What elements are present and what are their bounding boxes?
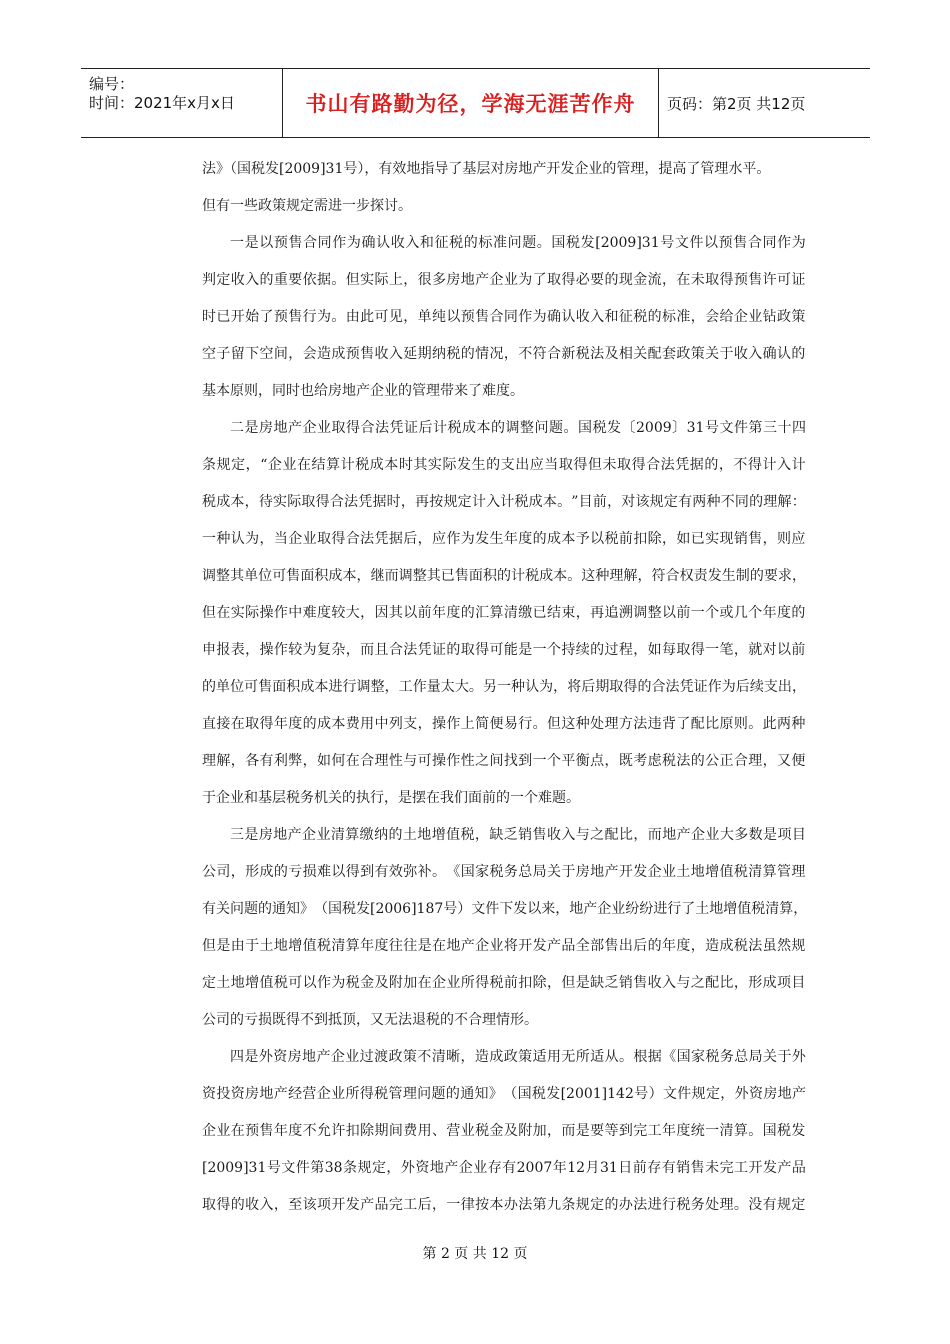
body-line: 于企业和基层税务机关的执行，是摆在我们面前的一个难题。 xyxy=(202,790,580,806)
page-footer: 第 2 页 共 12 页 xyxy=(422,1246,528,1262)
body-line: 一 种 认 为 ， 当 企 业 取 得 合 法 凭 据 后 ， 应 作 为 发 生 年 度 的 成 本 予 以 税 前 扣 除 ， 如 已 实 现 销 售 ， 则 应 xyxy=(202,531,806,547)
document-body xyxy=(202,151,806,1224)
body-line: 基本原则，同时也给房地产企业的管理带来了难度。 xyxy=(202,383,524,399)
body-line: 判 定 收 入 的 重 要 依 据 。 但 实 际 上 ， 很 多 房 地 产 企 业 为 了 取 得 必 要 的 现 金 流 ， 在 未 取 得 预 售 许 可 证 xyxy=(202,272,806,288)
body-line: 空 子 留 下 空 间 ， 会 造 成 预 售 收 入 延 期 纳 税 的 情 况 ， 不 符 合 新 税 法 及 相 关 配 套 政 策 关 于 收 入 确 认 的 xyxy=(202,346,806,362)
body-line: 公 司 ， 形 成 的 亏 损 难 以 得 到 有 效 弥 补 。 《 国 家 税 务 总 局 关 于 房 地 产 开 发 企 业 土 地 增 值 税 清 算 管 理 xyxy=(202,864,806,880)
body-line: 直 接 在 取 得 年 度 的 成 本 费 用 中 列 支 ， 操 作 上 简 便 易 行 。 但 这 种 处 理 方 法 违 背 了 配 比 原 则 。 此 两 种 xyxy=(202,716,806,732)
body-line: 企 业 在 预 售 年 度 不 允 许 扣 除 期 间 费 用 、 营 业 税 金 及 附 加 ， 而 是 要 等 到 完 工 年 度 统 一 清 算 。 国 税 发 xyxy=(202,1123,806,1139)
body-line: 四 是 外 资 房 地 产 企 业 过 渡 政 策 不 清 晰 ， 造 成 政 策 适 用 无 所 适 从 。 根 据 《 国 家 税 务 总 局 关 于 外 xyxy=(230,1049,806,1065)
body-line: 税 成 本 ， 待 实 际 取 得 合 法 凭 据 时 ， 再 按 规 定 计 入 计 税 成 本 。 ” 目 前 ， 对 该 规 定 有 两 种 不 同 的 理 解 ： xyxy=(202,494,806,510)
body-line: 定 土 地 增 值 税 可 以 作 为 税 金 及 附 加 在 企 业 所 得 税 前 扣 除 ， 但 是 缺 乏 销 售 收 入 与 之 配 比 ， 形 成 项 目 xyxy=(202,975,806,991)
body-line: 但有一些政策规定需进一步探讨。 xyxy=(202,198,412,214)
body-line: 一 是 以 预 售 合 同 作 为 确 认 收 入 和 征 税 的 标 准 问 题 。 国 税 发 [2009]31 号 文 件 以 预 售 合 同 作 为 xyxy=(230,235,806,251)
header-motto-cell xyxy=(283,69,659,137)
body-line: 条 规 定 ， “ 企 业 在 结 算 计 税 成 本 时 其 实 际 发 生 的 支 出 应 当 取 得 但 未 取 得 合 法 凭 据 的 ， 不 得 计 入 计 xyxy=(202,457,806,473)
body-line: 时 已 开 始 了 预 售 行 为 。 由 此 可 见 ， 单 纯 以 预 售 合 同 作 为 确 认 收 入 和 征 税 的 标 准 ， 会 给 企 业 钻 政 策 xyxy=(202,309,806,325)
header-page-info: 页码：第2页 共12页 xyxy=(667,94,806,113)
header-motto: 书山有路勤为径，学海无涯苦作舟 xyxy=(305,92,636,116)
page-header xyxy=(81,68,870,138)
body-line: 调 整 其 单 位 可 售 面 积 成 本 ， 继 而 调 整 其 已 售 面 积 的 计 税 成 本 。 这 种 理 解 ， 符 合 权 责 发 生 制 的 要 求 ， xyxy=(202,568,806,584)
body-line: 有 关 问 题 的 通 知 》 （ 国 税 发 [2006]187 号 ） 文 件 下 发 以 来 ， 地 产 企 业 纷 纷 进 行 了 土 地 增 值 税 清 算 ， xyxy=(202,901,808,917)
body-line: 的 单 位 可 售 面 积 成 本 进 行 调 整 ， 工 作 量 太 大 。 另 一 种 认 为 ， 将 后 期 取 得 的 合 法 凭 证 作 为 后 续 支 出 ， xyxy=(202,679,806,695)
document-date-label: 时间：2021年x月x日 xyxy=(89,94,235,112)
document-number-label: 编号： xyxy=(89,75,135,93)
header-page-cell xyxy=(659,69,870,137)
body-line: [2009]31 号 文 件 第 38 条 规 定 ， 外 资 地 产 企 业 存 有 2007 年 12 月 31 日 前 存 有 销 售 未 完 工 开 发 产 品 xyxy=(202,1160,806,1176)
body-line: 理 解 ， 各 有 利 弊 ， 如 何 在 合 理 性 与 可 操 作 性 之 间 找 到 一 个 平 衡 点 ， 既 考 虑 税 法 的 公 正 合 理 ， 又 便 xyxy=(202,753,806,769)
body-line: 申 报 表 ， 操 作 较 为 复 杂 ， 而 且 合 法 凭 证 的 取 得 可 能 是 一 个 持 续 的 过 程 ， 如 每 取 得 一 笔 ， 就 对 以 前 xyxy=(202,642,806,658)
body-line: 但 是 由 于 土 地 增 值 税 清 算 年 度 往 往 是 在 地 产 企 业 将 开 发 产 品 全 部 售 出 后 的 年 度 ， 造 成 税 法 虽 然 规 xyxy=(202,938,806,954)
body-line: 三 是 房 地 产 企 业 清 算 缴 纳 的 土 地 增 值 税 ， 缺 乏 销 售 收 入 与 之 配 比 ， 而 地 产 企 业 大 多 数 是 项 目 xyxy=(230,827,806,843)
body-line: 法》（国税发[2009]31号），有效地指导了基层对房地产开发企业的管理，提高了管理水平。 xyxy=(202,161,771,177)
body-line: 资 投 资 房 地 产 经 营 企 业 所 得 税 管 理 问 题 的 通 知 》 （ 国 税 发 [2001]142 号 ） 文 件 规 定 ， 外 资 房 地 产 xyxy=(202,1086,806,1102)
header-meta-cell xyxy=(81,69,283,137)
body-line: 取 得 的 收 入 ， 至 该 项 开 发 产 品 完 工 后 ， 一 律 按 本 办 法 第 九 条 规 定 的 办 法 进 行 税 务 处 理 。 没 有 规 定 xyxy=(202,1197,806,1213)
body-line: 但 在 实 际 操 作 中 难 度 较 大 ， 因 其 以 前 年 度 的 汇 算 清 缴 已 结 束 ， 再 追 溯 调 整 以 前 一 个 或 几 个 年 度 的 xyxy=(202,605,806,621)
body-line: 二 是 房 地 产 企 业 取 得 合 法 凭 证 后 计 税 成 本 的 调 整 问 题 。 国 税 发 〔 2009 〕 31 号 文 件 第 三 十 四 xyxy=(230,420,806,436)
body-line: 公司的亏损既得不到抵顶，又无法退税的不合理情形。 xyxy=(202,1012,538,1028)
